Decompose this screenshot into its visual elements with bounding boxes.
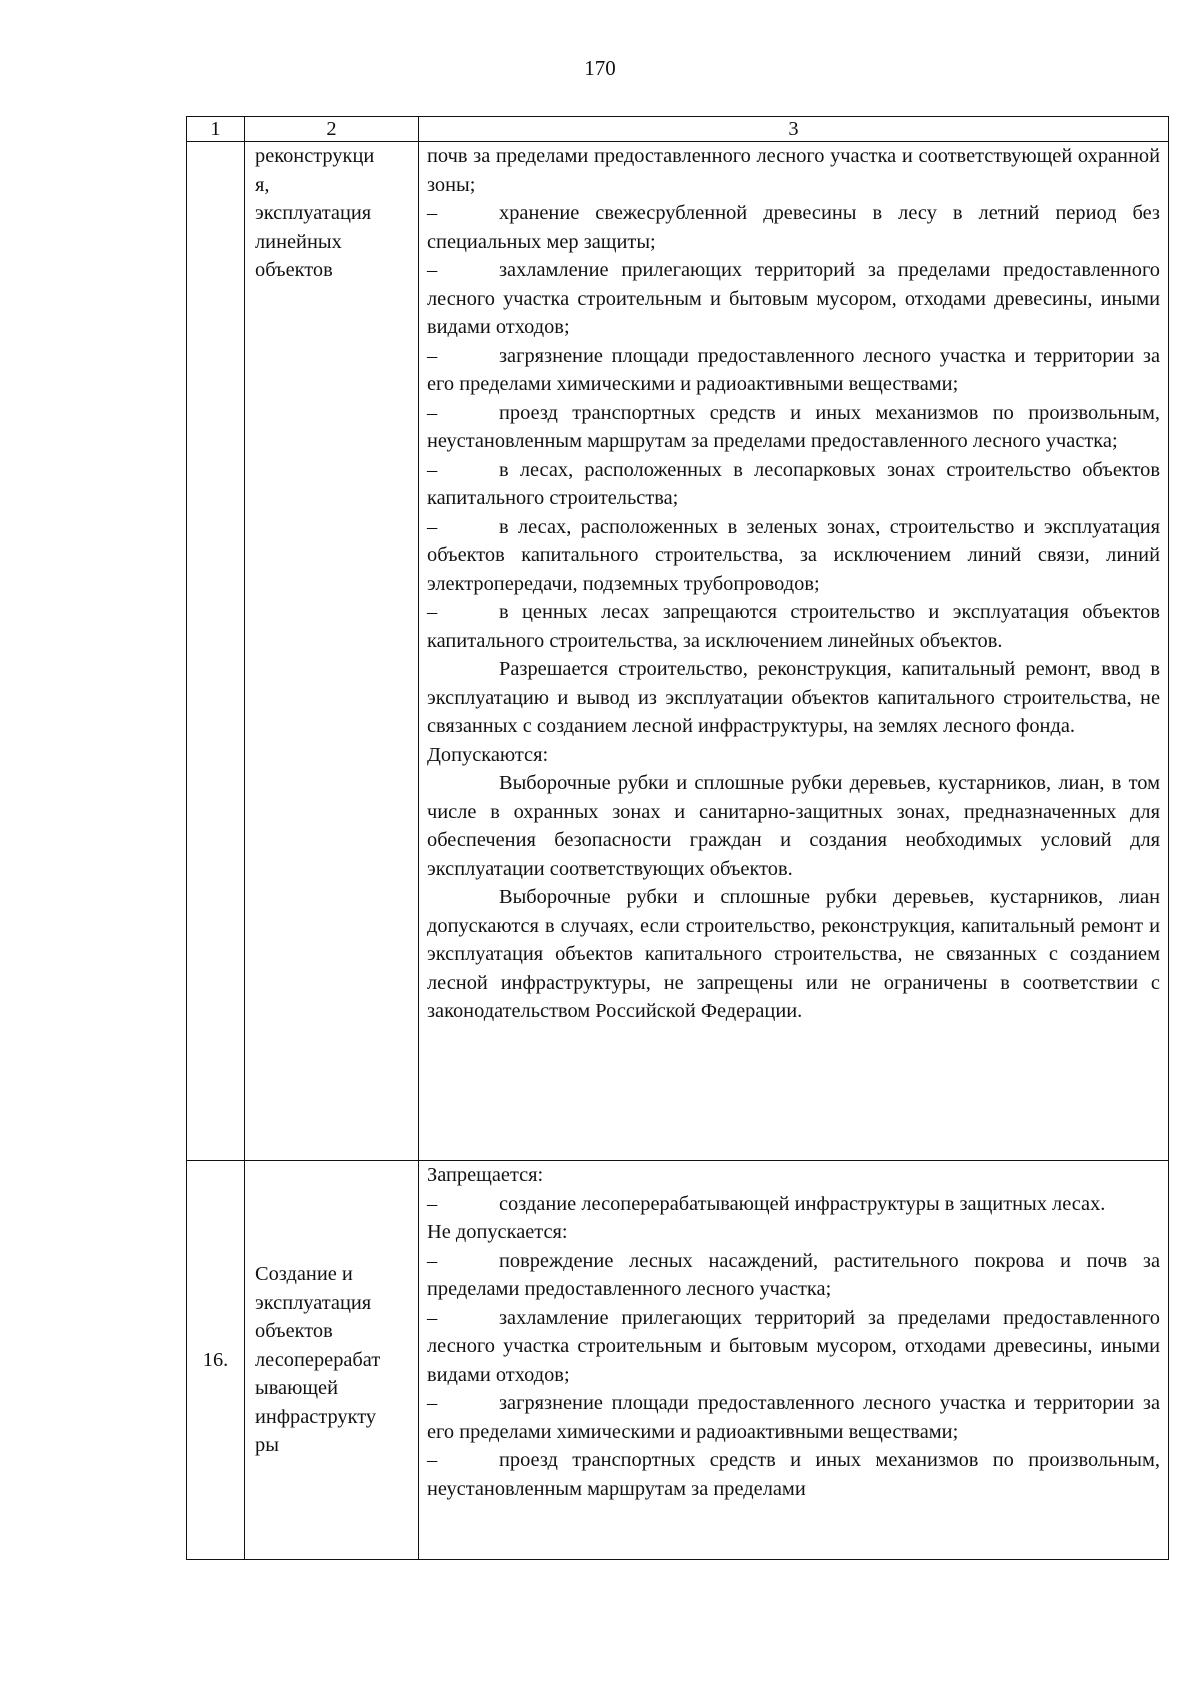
activity-name-line: лесоперерабат [255, 1348, 381, 1371]
dash-bullet: – [427, 1449, 438, 1471]
paragraph-text: загрязнение площади предоставленного лесного участка и территории за его пределами химическими и радиоактивными веществами; [427, 344, 1160, 395]
dash-bullet: – [427, 515, 438, 538]
paragraph-text: Разрешается строительство, реконструкция, капитальный ремонт, ввод в эксплуатацию и вывод из эксплуатации объектов капитального строительства, не связанных с созданием лесной инфраструктуры, на землях лесного фонда. [427, 658, 1160, 737]
list-item [427, 256, 1160, 342]
paragraph-text: Запрещается: [427, 1164, 544, 1186]
activity-name-cell [245, 142, 419, 1161]
table-header-row [187, 117, 1169, 142]
activity-name-cell [245, 1161, 419, 1560]
paragraph-text: Не допускается: [427, 1221, 568, 1243]
paragraph-text: повреждение лесных насаждений, растительного покрова и почв за пределами предоставленного лесного участка; [427, 1249, 1160, 1300]
paragraph-text: захламление прилегающих территорий за пределами предоставленного лесного участка строительным и бытовым мусором, отходами древесины, иными видами отходов; [427, 1306, 1160, 1386]
dash-bullet: – [427, 344, 438, 367]
list-item [427, 399, 1160, 456]
paragraph [427, 769, 1160, 883]
activity-name-line: линейных [255, 230, 342, 253]
activity-name-line: Создание и [255, 1263, 353, 1286]
paragraph [427, 883, 1160, 1026]
activity-name-line: реконструкци [255, 145, 375, 167]
list-item [427, 199, 1160, 256]
dash-bullet: – [427, 1306, 438, 1329]
header-col-2: 2 [245, 117, 419, 142]
paragraph-text: Выборочные рубки и сплошные рубки деревьев, кустарников, лиан допускаются в случаях, если строительство, реконструкция, капитальный ремонт и эксплуатация объектов капитального строительства, не связанных с созданием лесной инфраструктуры, не запрещены или не ограничены в соответствии с законодательством Российской Федерации. [427, 886, 1160, 1022]
regulations-table [186, 116, 1169, 1560]
list-item [427, 456, 1160, 513]
activity-name-line: ывающей [255, 1377, 339, 1400]
list-item [427, 513, 1160, 599]
dash-bullet: – [427, 1249, 438, 1272]
list-item [427, 1446, 1160, 1503]
list-item [427, 598, 1160, 655]
dash-bullet: – [427, 1192, 438, 1215]
paragraph [427, 1161, 1160, 1190]
row-number: 16. [187, 1161, 245, 1560]
dash-bullet: – [427, 259, 438, 281]
activity-name-line: инфраструкту [255, 1405, 377, 1428]
dash-bullet: – [427, 202, 438, 224]
table-row [187, 1161, 1169, 1560]
activity-name-line: ры [255, 1434, 279, 1457]
list-item [427, 1304, 1160, 1390]
table-row [187, 142, 1169, 1161]
paragraph-text: Выборочные рубки и сплошные рубки деревьев, кустарников, лиан, в том числе в охранных зонах и санитарно-защитных зонах, предназначенных для обеспечения безопасности граждан и создания необходимых условий для эксплуатации соответствующих объектов. [427, 772, 1160, 880]
paragraph-text: в лесах, расположенных в зеленых зонах, строительство и эксплуатация объектов капитального строительства, за исключением линий связи, линий электропередачи, подземных трубопроводов; [427, 515, 1160, 595]
paragraph [427, 741, 1160, 770]
activity-name-line: эксплуатация [255, 1291, 372, 1314]
activity-name-line: я, [255, 173, 270, 196]
paragraph-text: почв за пределами предоставленного лесного участка и соответствующей охранной зоны; [427, 145, 1160, 196]
paragraph-text: загрязнение площади предоставленного лесного участка и территории за его пределами химическими и радиоактивными веществами; [427, 1392, 1160, 1443]
row-number [187, 142, 245, 1161]
dash-bullet: – [427, 401, 438, 424]
dash-bullet: – [427, 601, 438, 623]
restrictions-cell [419, 142, 1169, 1161]
list-item [427, 1190, 1160, 1219]
paragraph-text: хранение свежесрубленной древесины в лесу в летний период без специальных мер защиты; [427, 202, 1160, 253]
activity-name-line: объектов [255, 1320, 333, 1343]
paragraph [427, 655, 1160, 741]
dash-bullet: – [427, 1392, 438, 1414]
list-item [427, 1389, 1160, 1446]
activity-name-line: объектов [255, 259, 333, 281]
paragraph-text: проезд транспортных средств и иных механизмов по произвольным, неустановленным маршрутам за пределами предоставленного лесного участка; [427, 401, 1160, 452]
list-item [427, 1247, 1160, 1304]
page-number: 170 [584, 56, 616, 80]
paragraph-text: в ценных лесах запрещаются строительство и эксплуатация объектов капитального строительства, за исключением линейных объектов. [427, 601, 1160, 652]
paragraph-text: Допускаются: [427, 743, 549, 766]
header-col-1: 1 [187, 117, 245, 142]
paragraph-text: создание лесоперерабатывающей инфраструктуры в защитных лесах. [499, 1192, 1106, 1215]
list-item [427, 342, 1160, 399]
paragraph-text: в лесах, расположенных в лесопарковых зонах строительство объектов капитального строительства; [427, 458, 1160, 509]
dash-bullet: – [427, 458, 438, 481]
paragraph [427, 1218, 1160, 1247]
activity-name-line: эксплуатация [255, 202, 372, 224]
restrictions-cell [419, 1161, 1169, 1560]
paragraph [427, 142, 1160, 199]
header-col-3: 3 [419, 117, 1169, 142]
paragraph-text: проезд транспортных средств и иных механизмов по произвольным, неустановленным маршрутам за пределами [427, 1449, 1160, 1500]
paragraph-text: захламление прилегающих территорий за пределами предоставленного лесного участка строительным и бытовым мусором, отходами древесины, иными видами отходов; [427, 259, 1160, 338]
